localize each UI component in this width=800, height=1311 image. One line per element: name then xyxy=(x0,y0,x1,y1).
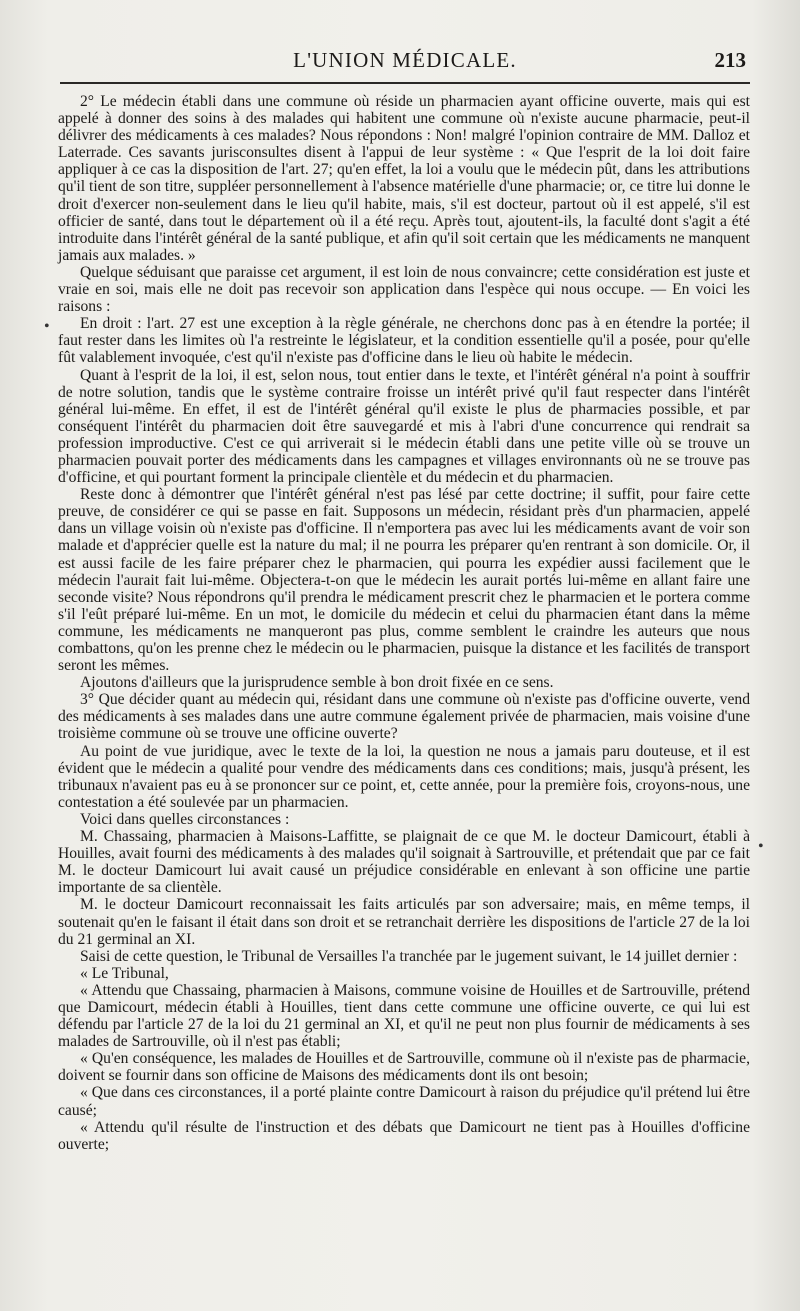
article-body xyxy=(58,93,750,1153)
paragraph: M. le docteur Damicourt reconnaissait les faits articulés par son adversaire; mais, en même temps, il soutenait qu'en le faisant il était dans son droit et se retranchait derrière les dispositions de l'article 27 de la loi du 21 germinal an XI. xyxy=(58,896,750,948)
paragraph: M. Chassaing, pharmacien à Maisons-Laffitte, se plaignait de ce que M. le docteur Damicourt, établi à Houilles, avait fourni des médicaments à des malades qu'il soignait à Sartrouville, et prétendait que par ce fait M. le docteur Damicourt lui avait causé un préjudice considérable en enlevant à son officine une partie importante de sa clientèle. xyxy=(58,828,750,897)
paragraph: Quelque séduisant que paraisse cet argument, il est loin de nous convaincre; cette considération est juste et vraie en soi, mais elle ne doit pas recevoir son application dans l'espèce qui nous occupe. — En voici les raisons : xyxy=(58,263,750,316)
paragraph: « Que dans ces circonstances, il a porté plainte contre Damicourt à raison du préjudice qu'il prétend lui être causé; xyxy=(58,1084,750,1119)
page-number: 213 xyxy=(714,48,746,72)
paragraph: « Le Tribunal, xyxy=(80,964,169,982)
paragraph: Ajoutons d'ailleurs que la jurisprudence semble à bon droit fixée en ce sens. xyxy=(80,674,554,692)
paragraph: Reste donc à démontrer que l'intérêt général n'est pas lésé par cette doctrine; il suffit, pour faire cette preuve, de considérer ce qui se passe en fait. Supposons un médecin, résidant près d'un pharmacien, appelé dans un village voisin où n'existe pas d'officine. Il n'emportera pas avec lui les médicaments avant de voir son malade et d'apprécier quelle est la nature du mal; il ne pourra les préparer qu'en rentrant à son domicile. Or, il est aussi facile de les faire préparer chez le pharmacien, qui pourra les expédier aussi facilement que le médecin l'aurait fait lui-même. Objectera-t-on que le médecin les aurait portés lui-même en allant faire une seconde visite? Nous répondrons qu'il prendra le médicament prescrit chez le pharmacien et le portera comme s'il l'eût préparé lui-même. En un mot, le domicile du médecin et celui du pharmacien étant dans la même commune, les médicaments ne manqueront pas plus, comme semblent le craindre les auteurs que nous combattons, qu'on les prenne chez le médecin ou le pharmacien, puisque la distance et les facilités de transport seront les mêmes. xyxy=(58,486,750,675)
paragraph: Au point de vue juridique, avec le texte de la loi, la question ne nous a jamais paru douteuse, et il est évident que le médecin a qualité pour vendre des médicaments dans ces conditions; mais, jusqu'à présent, les tribunaux n'avaient pas eu à se prononcer sur ce point, et, cette année, pour la première fois, croyons-nous, une contestation a été soulevée par un pharmacien. xyxy=(58,742,750,811)
running-title: L'UNION MÉDICALE. xyxy=(293,48,517,72)
page-header xyxy=(60,46,750,80)
paragraph: « Qu'en conséquence, les malades de Houilles et de Sartrouville, commune où il n'existe pas de pharmacie, doivent se fournir dans son officine de Maisons des médicaments dont ils ont besoin; xyxy=(58,1050,750,1085)
margin-dot: • xyxy=(44,318,50,335)
paragraph: « Attendu que Chassaing, pharmacien à Maisons, commune voisine de Houilles et de Sartrouville, prétend que Damicourt, médecin établi à Houilles, tient dans cette commune une officine ouverte, ce qui lui est défendu par l'article 27 de la loi du 21 germinal an XI, et qu'il ne peut non plus fournir de médicaments à ses malades de Sartrouville, où il n'est pas établi; xyxy=(58,981,750,1051)
paragraph: 2° Le médecin établi dans une commune où réside un pharmacien ayant officine ouverte, mais qui est appelé à donner des soins à des malades qui habitent une commune où n'existe aucune pharmacie, peut-il délivrer des médicaments à ces malades? Nous répondons : Non! malgré l'opinion contraire de MM. Dalloz et Laterrade. Ces savants jurisconsultes disent à l'appui de leur système : « Que l'esprit de la loi doit faire appliquer à ce cas la disposition de l'art. 27; qu'en effet, la loi a voulu que le médecin pût, dans les attributions qu'il tient de son titre, suppléer personnellement à l'absence matérielle d'une pharmacie; or, ce titre lui donne le droit d'exercer non-seulement dans le lieu qu'il habite, mais, s'il est docteur, partout où il est appelé, s'il est officier de santé, dans tout le département où il a été reçu. Après tout, ajoutent-ils, la faculté dont s'agit a été introduite dans l'intérêt général de la santé publique, et afin qu'il soit certain que les médicaments ne manquent jamais aux malades. » xyxy=(58,93,750,264)
paragraph: 3° Que décider quant au médecin qui, résidant dans une commune où n'existe pas d'officine ouverte, vend des médicaments à ses malades dans une autre commune également privée de pharmacien, mais voisine d'une troisième commune où se trouve une officine ouverte? xyxy=(58,691,750,743)
paragraph: Voici dans quelles circonstances : xyxy=(80,810,290,828)
header-rule xyxy=(60,82,750,84)
paragraph: « Attendu qu'il résulte de l'instruction et des débats que Damicourt ne tient pas à Houilles d'officine ouverte; xyxy=(58,1118,750,1153)
paragraph: Saisi de cette question, le Tribunal de Versailles l'a tranchée par le jugement suivant, le 14 juillet dernier : xyxy=(80,947,738,965)
paragraph: En droit : l'art. 27 est une exception à la règle générale, ne cherchons donc pas à en étendre la portée; il faut rester dans les limites où l'a restreinte le législateur, et la condition essentielle qu'il a posée, pour qu'elle fût valablement invoquée, c'est qu'il n'existe pas d'officine dans le lieu où habite le médecin. xyxy=(58,315,750,367)
paragraph: Quant à l'esprit de la loi, il est, selon nous, tout entier dans le texte, et l'intérêt général n'a point à souffrir de notre solution, tandis que le système contraire froisse un intérêt privé qu'il faut respecter dans l'intérêt général lui-même. En effet, il est de l'intérêt général qu'il existe le plus de pharmacies possible, et par conséquent l'intérêt du pharmacien doit être sauvegardé et mis à l'abri d'une concurrence qui rendrait sa profession improductive. C'est ce qui arriverait si le médecin établi dans une petite ville où se trouve un pharmacien pouvait porter des médicaments dans les campagnes et villages environnants où ne se trouve pas d'officine, et qui pourtant forment la principale clientèle et du médecin et du pharmacien. xyxy=(58,366,750,487)
margin-dot: • xyxy=(758,838,764,855)
